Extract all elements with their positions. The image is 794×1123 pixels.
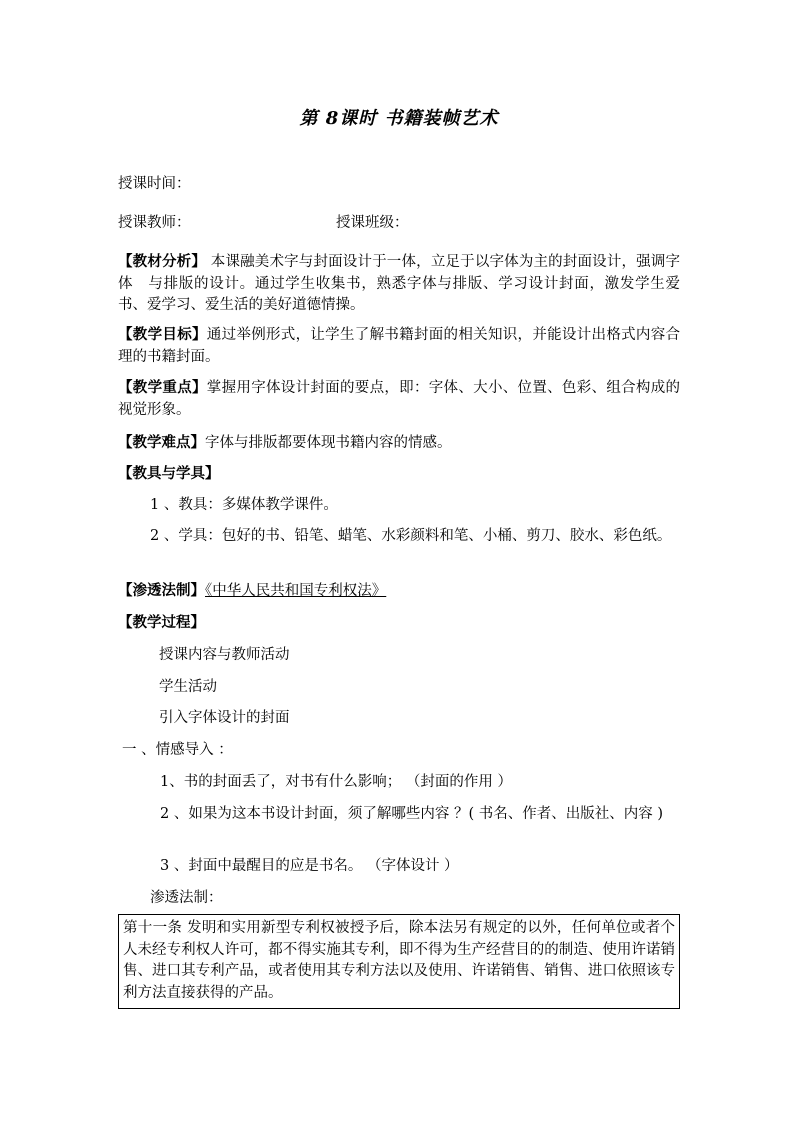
process-line-3: 引入字体设计的封面 — [159, 710, 290, 726]
question-1: 1、书的封面丢了，对书有什么影响； （封面的作用 ） — [160, 774, 512, 790]
class-label: 授课班级： — [336, 215, 409, 231]
law-section — [118, 580, 386, 602]
process-line-1: 授课内容与教师活动 — [159, 647, 290, 663]
key-heading: 【教学重点】 — [118, 379, 207, 396]
goal-heading: 【教学目标】 — [118, 326, 207, 343]
law-article-box: 第十一条 发明和实用新型专利权被授予后，除本法另有规定的以外，任何单位或者个人未经专利权人许可，都不得实施其专利，即不得为生产经营目的的制造、使用许诺销售、进口其专利产品，或者使用其专利方法以及使用、许诺销售、销售、进口依照该专利方法直接获得的产品。 — [118, 914, 680, 1009]
teacher-label: 授课教师： — [118, 215, 191, 231]
difficulty-heading: 【教学难点】 — [118, 434, 205, 451]
tools-item-2: 2 、学具：包好的书、铅笔、蜡笔、水彩颜料和笔、小桶、剪刀、胶水、彩色纸。 — [150, 528, 672, 544]
law-heading: 【渗透法制】 — [118, 582, 205, 599]
section-emotion-intro: 一 、情感导入 ： — [122, 742, 233, 758]
key-section — [118, 377, 680, 421]
time-label: 授课时间： — [118, 176, 191, 192]
law-label: 渗透法制： — [150, 890, 223, 906]
goal-section — [118, 324, 680, 368]
question-3: 3 、封面中最醒目的应是书名。 （字体设计 ） — [160, 858, 459, 874]
tools-item-1: 1 、教具：多媒体教学课件。 — [150, 497, 338, 513]
tools-heading: 【教具与学具】 — [118, 465, 220, 482]
question-2: 2 、如果为这本书设计封面，须了解哪些内容 ？( 书名、作者、出版社、内容 ) — [160, 806, 663, 822]
process-heading: 【教学过程】 — [118, 614, 205, 631]
page-title: 第 8课时 书籍装帧艺术 — [299, 108, 499, 129]
process-line-2: 学生活动 — [159, 679, 217, 695]
goal-text: 通过举例形式，让学生了解书籍封面的相关知识，并能设计出格式内容合理的书籍封面。 — [118, 327, 681, 365]
analysis-text: 本课融美术字与封面设计于一体，立足于以字体为主的封面设计，强调字体 与排版的设计。通过学生收集书，熟悉字体与排版、学习设计封面，激发学生爱书、爱学习、爱生活的美好道德情操。 — [118, 254, 681, 313]
analysis-heading: 【教材分析】 — [118, 253, 207, 270]
difficulty-text: 字体与排版都要体现书籍内容的情感。 — [205, 435, 452, 451]
analysis-section — [118, 251, 680, 317]
difficulty-section — [118, 432, 680, 455]
law-title: 《中华人民共和国专利权法》 — [205, 583, 387, 599]
key-text: 掌握用字体设计封面的要点，即：字体、大小、位置、色彩、组合构成的视觉形象。 — [118, 380, 681, 418]
